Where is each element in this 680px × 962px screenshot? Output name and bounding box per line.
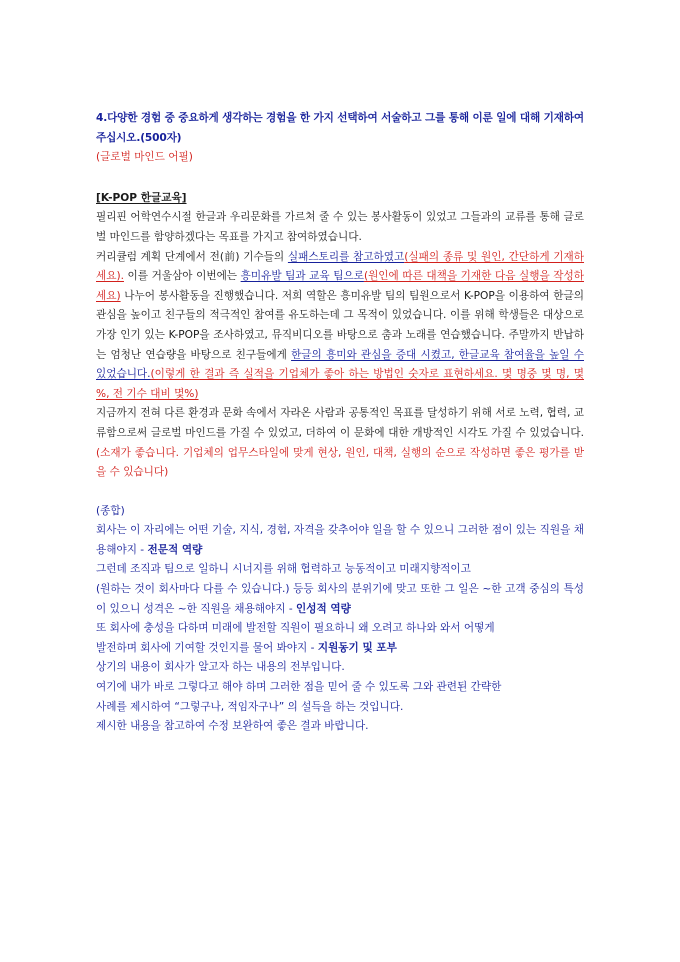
answer-section-title: [K-POP 한글교육] [96, 191, 187, 204]
summary-keyword-motivation: 지원동기 및 포부 [317, 641, 397, 654]
question-title: 4.다양한 경험 중 중요하게 생각하는 경험을 한 가지 선택하여 서술하고 그를 통해 이룬 일에 대해 기재하여 주십시오.(500자) [96, 112, 584, 144]
summary-block [96, 502, 584, 737]
p2-comment-numbers: (이렇게 한 결과 즉 실적을 기업체가 좋아 하는 방법인 숫자로 표현하세요. 몇 명중 몇 명, 몇 %, 전 기수 대비 몇%) [96, 368, 584, 400]
p2-comment-countermeasure: (원인에 따른 대책을 기재한 다음 실행을 작성하세요) [96, 270, 584, 302]
p2-text-g: 나누어 봉사활동을 진행했습니다. 저희 역할은 흥미유발 팀의 팀원으로서 K-POP을 이용하여 한글의 관심을 높이고 친구들의 적극적인 참여를 유도하는데 그 목적이 있었습니다. 이를 위해 학생들은 대상으로 가장 인기 있는 K-POP을 조사하였고, 뮤직비디오를 바탕으로 춤과 노래를 연습했습니다. 주말까지 반납하는 엄청난 연습량을 바탕으로 친구들에게 [96, 289, 584, 361]
p2-comment-failure-cause: (실패의 종류 및 원인, 간단하게 기재하세요). [96, 250, 585, 283]
answer-paragraph-3 [96, 404, 584, 482]
summary-line-3-text: (원하는 것이 회사마다 다를 수 있습니다.) 등등 회사의 분위기에 맞고 또한 그 일은 ~한 고객 중심의 특성이 있으니 성격은 ~한 직원을 채용해야지 - [96, 583, 584, 615]
summary-line-1-text: 회사는 이 자리에는 어떤 기술, 지식, 경험, 자격을 갖추어야 일을 할 수 있으니 그러한 점이 있는 직원을 채용해야지 - [96, 524, 584, 556]
p2-highlight-teams: 흥미유발 팀과 교육 팀으로 [240, 270, 364, 283]
summary-line-6: 상기의 내용이 회사가 알고자 하는 내용의 전부입니다. [96, 661, 345, 674]
p2-text-a: 커리큘럼 계획 단계에서 전(前) 기수들의 [96, 250, 288, 263]
summary-line-7: 여기에 내가 바로 그렇다고 해야 하며 그러한 점을 믿어 줄 수 있도록 그와 관련된 간략한 [96, 681, 502, 694]
summary-line-3 [96, 580, 584, 619]
summary-keyword-expertise: 전문적 역량 [147, 543, 203, 556]
summary-label: (종합) [96, 504, 125, 517]
p2-text-d: 이를 거울삼아 이번에는 [123, 270, 241, 283]
p3-text: 지금까지 전혀 다른 환경과 문화 속에서 자라온 사람과 공통적인 목표를 달성하기 위해 서로 노력, 협력, 교류함으로써 글로벌 마인드를 가질 수 있었고, 더하여 이 문화에 대한 개방적인 시각도 가질 수 있었습니다. [96, 407, 584, 439]
summary-line-9: 제시한 내용을 참고하여 수정 보완하여 좋은 결과 바랍니다. [96, 720, 369, 733]
summary-line-5-text: 발전하며 회사에 기여할 것인지를 물어 봐야지 - [96, 641, 318, 654]
summary-line-5 [96, 639, 584, 659]
summary-keyword-character: 인성적 역량 [296, 602, 351, 615]
p2-highlight-failure-story: 실패스토리를 참고하였고 [287, 250, 405, 263]
summary-line-1 [96, 521, 584, 560]
answer-paragraph-1: 필리핀 어학연수시절 한글과 우리문화를 가르쳐 줄 수 있는 봉사활동이 있었고 그들과의 교류를 통해 글로벌 마인드를 함양하겠다는 목표를 가지고 참여하였습니다. [96, 211, 584, 243]
p3-comment: (소재가 좋습니다. 기업체의 업무스타일에 맞게 현상, 원인, 대책, 실행의 순으로 작성하면 좋은 평가를 받을 수 있습니다) [96, 446, 584, 479]
spacer [96, 483, 584, 502]
summary-line-2: 그런데 조직과 팀으로 일하니 시너지를 위해 협력하고 능동적이고 미래지향적이고 [96, 563, 471, 576]
question-note: (글로벌 마인드 어필) [96, 151, 193, 164]
summary-line-8: 사례를 제시하여 “그렇구나, 적임자구나” 의 설득을 하는 것입니다. [96, 700, 404, 713]
summary-line-4: 또 회사에 충성을 다하며 미래에 발전할 직원이 필요하니 왜 오려고 하나와 와서 어떻게 [96, 622, 495, 635]
p2-highlight-result: 한글의 흥미와 관심을 증대 시켰고, 한글교육 참여율을 높일 수 있었습니다. [96, 348, 584, 381]
document-page [96, 109, 584, 737]
answer-paragraph-2 [96, 248, 584, 405]
